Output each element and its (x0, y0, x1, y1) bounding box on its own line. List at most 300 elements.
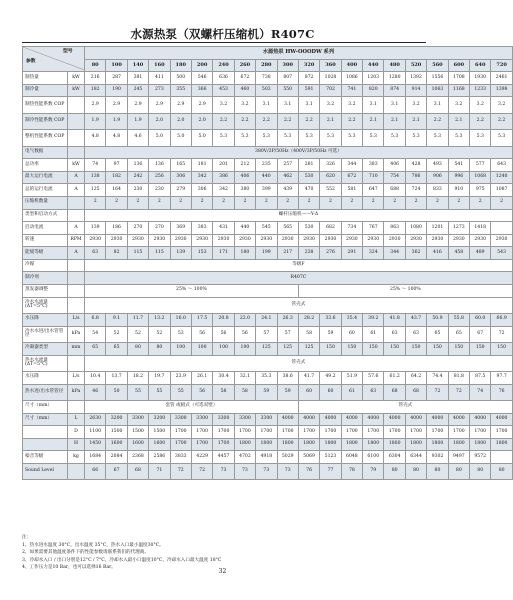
table-cell: 914 (405, 84, 426, 97)
table-cell: 688 (384, 184, 405, 197)
table-cell: 3.1 (427, 97, 448, 113)
row-label: 类型和启动方式 (23, 209, 68, 222)
table-cell: 577 (470, 159, 491, 172)
row-unit: kW (68, 84, 85, 97)
model-header-cell: 100 (106, 59, 127, 72)
table-cell: 5.0 (170, 130, 191, 146)
table-cell: 416 (427, 247, 448, 260)
table-cell: 61 (363, 326, 384, 342)
table-row (23, 222, 513, 235)
model-header-cell: 240 (213, 59, 234, 72)
table-cell: 428 (405, 159, 426, 172)
model-header-row (23, 59, 513, 72)
table-cell: 620 (320, 171, 341, 184)
table-cell: 503 (256, 84, 277, 97)
table-cell: 6344 (405, 451, 426, 464)
table-cell: 100 (191, 343, 212, 356)
table-cell: 56 (191, 326, 212, 342)
table-cell: 287 (106, 72, 127, 85)
table-row (23, 171, 513, 184)
table-row (23, 97, 513, 113)
table-cell: 180 (234, 247, 255, 260)
table-cell: 115 (127, 247, 148, 260)
table-cell: 5.3 (405, 130, 426, 146)
table-cell: 500 (170, 72, 191, 85)
table-cell: 1700 (405, 426, 426, 439)
table-cell: 2930 (149, 234, 170, 247)
table-cell: 381 (127, 72, 148, 85)
model-header-cell: 280 (256, 59, 277, 72)
table-cell: 3300 (213, 413, 234, 426)
table-cell: 80 (470, 463, 491, 479)
row-span-value: R407C (85, 272, 513, 285)
table-cell: 60 (298, 384, 319, 400)
table-cell: 273 (149, 84, 170, 97)
table-cell: 767 (363, 222, 384, 235)
table-cell: 710 (363, 171, 384, 184)
row-label: 冷凝器类型 (23, 343, 68, 356)
table-cell: 324 (363, 247, 384, 260)
table-cell: 81.8 (448, 372, 469, 385)
table-cell: 4918 (256, 451, 277, 464)
table-row (23, 384, 513, 400)
table-cell: 2.9 (149, 97, 170, 113)
row-unit (68, 146, 85, 159)
table-cell: 230 (149, 184, 170, 197)
table-cell: 1700 (363, 426, 384, 439)
table-cell: 344 (341, 159, 362, 172)
table-cell: 125 (277, 343, 298, 356)
table-cell: 2 (191, 196, 212, 209)
table-cell: 3.1 (384, 97, 405, 113)
table-cell: 1700 (277, 426, 298, 439)
corner-model-label: 型号 (63, 48, 73, 54)
table-cell: 306 (170, 171, 191, 184)
spec-table (22, 46, 513, 480)
table-cell: 724 (405, 184, 426, 197)
table-cell: 6048 (341, 451, 362, 464)
page-number: 32 (218, 568, 227, 575)
table-cell: 24.1 (256, 314, 277, 327)
table-cell: 5.3 (320, 130, 341, 146)
table-cell: 2.2 (277, 113, 298, 129)
table-cell: 2930 (191, 234, 212, 247)
table-cell: 150 (427, 343, 448, 356)
table-cell: 672 (341, 171, 362, 184)
table-cell: 230 (127, 184, 148, 197)
table-cell: 2084 (106, 451, 127, 464)
table-cell: 3.2 (320, 97, 341, 113)
table-cell: 581 (341, 184, 362, 197)
table-row (23, 84, 513, 97)
table-cell: 431 (213, 222, 234, 235)
table-cell: 13.7 (106, 372, 127, 385)
row-unit: L (68, 413, 85, 426)
table-cell: 4702 (234, 451, 255, 464)
table-cell: 2.9 (127, 97, 148, 113)
table-cell: 51.9 (341, 372, 362, 385)
table-cell: 2.2 (427, 113, 448, 129)
table-cell: 276 (320, 247, 341, 260)
table-cell: 2930 (170, 234, 191, 247)
row-label: 蒸发器调整 (23, 285, 68, 298)
table-cell: 470 (298, 184, 319, 197)
table-cell: 59 (256, 384, 277, 400)
table-cell: 63 (405, 326, 426, 342)
table-cell: 19.7 (149, 372, 170, 385)
table-row (23, 413, 513, 426)
table-cell: 1700 (191, 426, 212, 439)
row-label: 噪音等级 (23, 451, 68, 464)
table-cell: 80 (448, 463, 469, 479)
table-cell: 150 (363, 343, 384, 356)
table-cell: 2.0 (170, 113, 191, 129)
notes (22, 534, 426, 572)
table-cell: 1700 (470, 426, 491, 439)
table-cell: 1700 (213, 438, 234, 451)
table-cell: 64.2 (405, 372, 426, 385)
table-cell: 1700 (191, 438, 212, 451)
table-cell: 41.8 (384, 314, 405, 327)
table-cell: 366 (191, 84, 212, 97)
table-cell: 181 (191, 159, 212, 172)
table-cell: 1700 (298, 426, 319, 439)
table-cell: 2930 (384, 234, 405, 247)
table-cell: 257 (277, 159, 298, 172)
table-cell: 5.3 (470, 130, 491, 146)
table-cell: 440 (234, 222, 255, 235)
table-cell: 326 (320, 159, 341, 172)
table-cell: 5123 (320, 451, 341, 464)
table-row (23, 272, 513, 285)
table-cell: 2930 (106, 234, 127, 247)
table-cell: 786 (405, 171, 426, 184)
table-cell: 3833 (170, 451, 191, 464)
table-cell: 33.6 (320, 314, 341, 327)
table-cell: 72 (170, 463, 191, 479)
table-cell: 1500 (149, 426, 170, 439)
row-unit: L/s (68, 314, 85, 327)
table-cell: 74 (470, 384, 491, 400)
table-cell: 150 (384, 343, 405, 356)
table-cell: 1450 (85, 438, 106, 451)
table-cell: 52 (106, 326, 127, 342)
table-cell: 2930 (363, 234, 384, 247)
table-cell: 2368 (127, 451, 148, 464)
table-row (23, 343, 513, 356)
model-header-cell: 600 (448, 59, 469, 72)
table-cell: 43.7 (405, 314, 426, 327)
table-cell: 9497 (448, 451, 469, 464)
model-header-cell: 140 (127, 59, 148, 72)
table-cell: 406 (384, 159, 405, 172)
table-cell: 59 (320, 326, 341, 342)
table-cell: 217 (277, 247, 298, 260)
table-cell: 73 (213, 463, 234, 479)
table-cell: 2930 (427, 234, 448, 247)
table-cell: 1.9 (127, 113, 148, 129)
table-cell: 164 (106, 184, 127, 197)
row-label: 尺寸（mm） (23, 413, 68, 426)
table-cell: 63 (363, 384, 384, 400)
spec-sheet (22, 46, 508, 480)
table-cell: 52 (127, 326, 148, 342)
model-header-cell: 200 (191, 59, 212, 72)
table-cell: 150 (491, 343, 512, 356)
table-cell: 2 (427, 196, 448, 209)
table-cell: 2 (277, 196, 298, 209)
table-cell: 281 (298, 159, 319, 172)
row-unit: RPM (68, 234, 85, 247)
table-cell: 16.0 (170, 314, 191, 327)
row-split-value: 25% ～ 100% (85, 285, 299, 298)
table-cell: 50.9 (427, 314, 448, 327)
model-header-cell: 320 (298, 59, 319, 72)
table-cell: 4000 (341, 413, 362, 426)
row-unit (68, 97, 85, 113)
table-cell: 383 (191, 222, 212, 235)
row-label: 能缓等级 (23, 247, 68, 260)
table-cell: 541 (448, 159, 469, 172)
table-cell: 1600 (149, 438, 170, 451)
row-unit: L/s (68, 372, 85, 385)
table-cell: 6.8 (85, 314, 106, 327)
table-cell: 439 (277, 184, 298, 197)
row-label: 冷水水流量 (ΔT=5°C) (23, 297, 68, 313)
table-cell: 5.0 (191, 130, 212, 146)
note-item: 3、冷却水入口 / 出口分别是12°C / 7°C，冷却水入最小口温度10°C，冷却水入口最大温度 18°C (22, 557, 222, 563)
table-cell: 4000 (470, 413, 491, 426)
row-label: 转速 (23, 234, 68, 247)
table-cell: 342 (191, 171, 212, 184)
table-cell: 406 (234, 171, 255, 184)
table-cell: 5.3 (341, 130, 362, 146)
table-cell: 2.9 (191, 97, 212, 113)
model-header-cell: 180 (170, 59, 191, 72)
table-cell: 13.2 (149, 314, 170, 327)
table-cell: 2930 (320, 234, 341, 247)
row-label: Sound Level (23, 463, 68, 479)
model-header-cell: 260 (234, 59, 255, 72)
table-cell: 1398 (491, 84, 512, 97)
table-row (23, 326, 513, 342)
table-cell: 2930 (213, 234, 234, 247)
table-row (23, 401, 513, 414)
table-cell: 910 (448, 184, 469, 197)
table-cell: 115 (149, 247, 170, 260)
table-cell: 2 (170, 196, 191, 209)
table-cell: 55.8 (448, 314, 469, 327)
table-cell: 647 (363, 184, 384, 197)
table-cell: 216 (85, 72, 106, 85)
table-cell: 87.5 (470, 372, 491, 385)
table-cell: 3300 (191, 413, 212, 426)
row-unit (68, 196, 85, 209)
table-cell: 2.1 (405, 113, 426, 129)
table-cell: 9.1 (106, 314, 127, 327)
table-cell: 4.8 (106, 130, 127, 146)
table-cell: 66 (85, 463, 106, 479)
table-cell: 65 (85, 343, 106, 356)
row-span-value: 螺杆压缩机——Y-Δ (85, 209, 513, 222)
table-cell: 80 (405, 463, 426, 479)
table-cell: 1700 (170, 426, 191, 439)
table-cell: 2 (470, 196, 491, 209)
table-cell: 493 (427, 159, 448, 172)
table-cell: 4000 (405, 413, 426, 426)
table-cell: 165 (170, 159, 191, 172)
table-cell: 1800 (277, 438, 298, 451)
table-cell: 238 (298, 247, 319, 260)
table-cell: 2 (405, 196, 426, 209)
table-cell: 1800 (491, 438, 512, 451)
table-cell: 1280 (384, 72, 405, 85)
table-cell: 57.6 (363, 372, 384, 385)
table-cell: 1700 (341, 426, 362, 439)
table-row (23, 438, 513, 451)
row-label: 电气数据 (23, 146, 68, 159)
table-row (23, 259, 513, 272)
row-unit (68, 113, 85, 129)
table-cell: 100 (170, 343, 191, 356)
table-cell: 1240 (491, 171, 512, 184)
table-cell: 565 (277, 222, 298, 235)
table-cell: 125 (298, 343, 319, 356)
table-row (23, 209, 513, 222)
table-cell: 77 (320, 463, 341, 479)
table-cell: 279 (170, 184, 191, 197)
table-cell: 2586 (149, 451, 170, 464)
table-cell: 3.2 (213, 97, 234, 113)
table-cell: 66.9 (491, 314, 512, 327)
table-cell: 2.2 (256, 113, 277, 129)
row-label: 热水进/出水管管径 (23, 384, 68, 400)
table-cell: 453 (213, 84, 234, 97)
note-item: 4、工作压力是10 Bar，也可以选择16 Bar。 (22, 565, 116, 571)
table-cell: 996 (448, 171, 469, 184)
table-cell: 672 (234, 72, 255, 85)
table-cell: 5.3 (427, 130, 448, 146)
table-cell: 2.9 (85, 97, 106, 113)
table-cell: 65 (106, 343, 127, 356)
row-label: 总的运行电流 (23, 184, 68, 197)
table-cell: 380 (234, 184, 255, 197)
table-cell: 3300 (256, 413, 277, 426)
table-cell: 56 (234, 326, 255, 342)
table-cell: 682 (320, 222, 341, 235)
table-cell: 3.2 (448, 97, 469, 113)
table-cell: 3.2 (234, 97, 255, 113)
table-cell: 201 (213, 159, 234, 172)
table-cell: 74 (85, 159, 106, 172)
table-cell: 182 (85, 84, 106, 97)
table-cell: 57 (256, 326, 277, 342)
table-cell: 1201 (427, 222, 448, 235)
model-header-cell: 520 (405, 59, 426, 72)
table-cell: 2.2 (341, 113, 362, 129)
table-cell: 4000 (363, 413, 384, 426)
table-cell: 863 (384, 222, 405, 235)
table-cell: 30.4 (213, 372, 234, 385)
table-cell: 76 (491, 384, 512, 400)
row-span-value: 380V/3P/50Hz（400V/3P/50Hz 可选） (85, 146, 513, 159)
table-cell: 1800 (320, 438, 341, 451)
table-cell: 256 (149, 171, 170, 184)
table-cell: 212 (234, 159, 255, 172)
row-unit: mm (68, 343, 85, 356)
table-row (23, 234, 513, 247)
row-label (23, 426, 68, 439)
table-cell: 833 (427, 184, 448, 197)
row-unit: A (68, 222, 85, 235)
table-cell: 4.8 (85, 130, 106, 146)
table-cell: 1087 (491, 184, 512, 197)
row-label: 制冷量 (23, 84, 68, 97)
table-row (23, 184, 513, 197)
row-split-value: 管壳式 (298, 401, 512, 414)
row-unit: kPa (68, 384, 85, 400)
table-cell: 61 (341, 384, 362, 400)
table-cell: 150 (470, 343, 491, 356)
table-cell: 79 (363, 463, 384, 479)
table-cell: 2930 (448, 234, 469, 247)
table-cell: 73 (256, 463, 277, 479)
table-cell: 67 (470, 326, 491, 342)
table-cell: 3300 (234, 413, 255, 426)
row-label: 启动电流 (23, 222, 68, 235)
table-cell: 1.9 (106, 113, 127, 129)
table-cell: 5069 (298, 451, 319, 464)
table-cell: 2930 (491, 234, 512, 247)
table-cell: 2.1 (363, 113, 384, 129)
model-header-cell: 360 (320, 59, 341, 72)
row-label: 热水水流量 (ΔT=5°C) (23, 355, 68, 371)
table-cell: 1556 (427, 72, 448, 85)
page-title: 水源热泵（双螺杆压缩机）R407C (130, 27, 315, 41)
note-item: 1、热水进水温度 30°C，出水温度 35°C，热水入口最小温度30°C。 (22, 542, 164, 548)
table-cell: 3.1 (277, 97, 298, 113)
table-cell: 80 (149, 343, 170, 356)
table-cell: 2930 (405, 234, 426, 247)
table-cell: 61.2 (384, 372, 405, 385)
table-cell: 399 (256, 184, 277, 197)
table-cell: 550 (277, 84, 298, 97)
table-cell: 60.0 (470, 314, 491, 327)
table-cell: 23.9 (170, 372, 191, 385)
table-cell: 150 (320, 343, 341, 356)
table-cell: 50 (106, 384, 127, 400)
table-cell: 1800 (405, 438, 426, 451)
table-cell (491, 222, 512, 235)
table-cell: 1600 (127, 438, 148, 451)
table-cell: 171 (213, 247, 234, 260)
table-cell: 1063 (427, 84, 448, 97)
table-row (23, 463, 513, 479)
table-cell: 190 (106, 84, 127, 97)
table-cell: 1500 (127, 426, 148, 439)
table-cell: 1700 (213, 426, 234, 439)
row-label: 冷水水进/出水管管径 (23, 326, 68, 342)
table-cell: 9302 (427, 451, 448, 464)
table-cell: 1800 (470, 438, 491, 451)
row-label: 最大运行电流 (23, 171, 68, 184)
table-cell: 73 (277, 463, 298, 479)
table-cell: 1700 (384, 426, 405, 439)
table-cell: 5.0 (149, 130, 170, 146)
row-span-value: 等级F (85, 259, 513, 272)
table-cell: 65 (448, 326, 469, 342)
table-cell: 2930 (256, 234, 277, 247)
